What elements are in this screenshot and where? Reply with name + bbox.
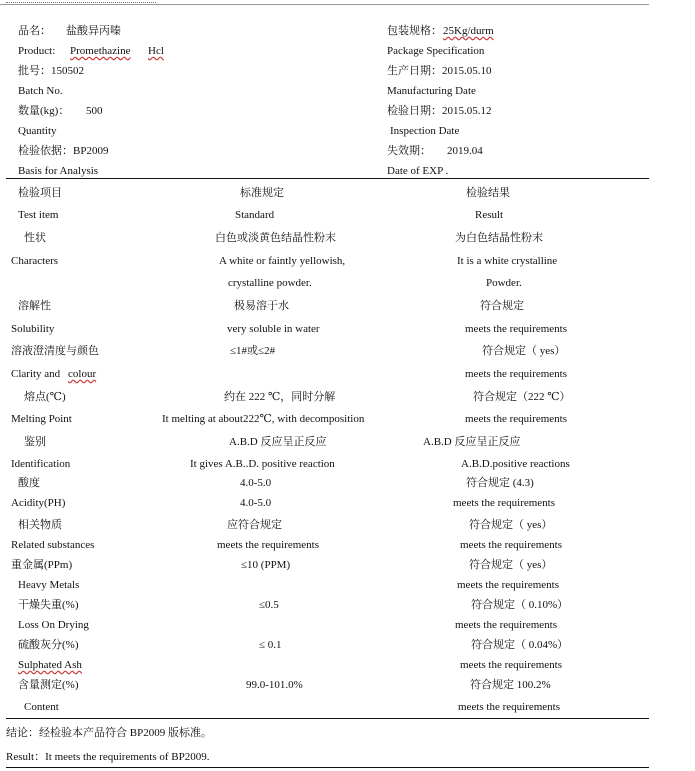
row-solubility-item-en: Solubility xyxy=(11,323,55,335)
mfg-en: Manufacturing Date xyxy=(387,85,476,97)
row-identification-item-en: Identification xyxy=(11,458,71,470)
row-melting-std-en: It melting at about222℃, with decomposition xyxy=(162,413,365,425)
row-loss-drying-res-en: meets the requirements xyxy=(455,619,558,631)
row-identification-item-cn: 鉴别 xyxy=(24,436,46,448)
row-melting-res-cn: 符合规定（222 ℃） xyxy=(473,391,571,403)
row-content-res-cn: 符合规定 100.2% xyxy=(470,679,551,691)
row-content-item-cn: 含量测定(%) xyxy=(18,679,79,691)
row-clarity-item-en-2: colour xyxy=(68,368,97,380)
row-clarity-item-cn: 溶液澄清度与颜色 xyxy=(11,345,99,357)
conclusion-cn: 结论：经检验本产品符合 BP2009 版标准。 xyxy=(6,727,212,739)
row-identification-std-cn: A.B.D 反应呈正反应 xyxy=(229,436,327,448)
row-heavy-metals-item-cn: 重金属(PPm) xyxy=(11,559,73,571)
exp-label: 失效期： xyxy=(387,145,431,157)
product-label: Product: xyxy=(18,45,56,57)
row-loss-drying-item-en: Loss On Drying xyxy=(18,619,89,631)
batch-en: Batch No. xyxy=(18,85,63,97)
row-acidity-item-en: Acidity(PH) xyxy=(11,497,66,509)
row-content-std-cn: 99.0-101.0% xyxy=(246,679,303,691)
product-value-salt: Hcl xyxy=(148,45,164,57)
row-sulphated-ash-res-en: meets the requirements xyxy=(460,659,563,671)
top-rule xyxy=(0,4,649,5)
row-acidity-res-en: meets the requirements xyxy=(453,497,556,509)
product-name-label: 品名： xyxy=(18,25,51,37)
row-identification-res-en: A.B.D.positive reactions xyxy=(461,458,570,470)
bottom-rule xyxy=(6,767,649,768)
row-related-item-en: Related substances xyxy=(11,539,95,551)
row-solubility-res-cn: 符合规定 xyxy=(480,300,524,312)
row-solubility-item-cn: 溶解性 xyxy=(18,300,51,312)
row-clarity-item-en-1: Clarity and xyxy=(11,368,61,380)
row-related-item-cn: 相关物质 xyxy=(18,519,62,531)
row-melting-std-cn: 约在 222 ℃，同时分解 xyxy=(224,391,336,403)
row-characters-res-en-1: It is a white crystalline xyxy=(457,255,558,267)
conclusion-en: Result：It meets the requirements of BP2009. xyxy=(6,751,210,763)
row-heavy-metals-std-cn: ≤10 (PPM) xyxy=(241,559,291,571)
quantity-label: 数量(kg)： xyxy=(18,105,70,117)
row-related-res-en: meets the requirements xyxy=(460,539,563,551)
col-result-cn: 检验结果 xyxy=(466,187,510,199)
row-related-std-en: meets the requirements xyxy=(217,539,320,551)
exp-en: Date of EXP . xyxy=(387,165,449,177)
row-clarity-res-en: meets the requirements xyxy=(465,368,568,380)
product-name-value: 盐酸异丙嗪 xyxy=(66,25,121,37)
basis-en: Basis for Analysis xyxy=(18,165,99,177)
row-characters-std-en-2: crystalline powder. xyxy=(228,277,312,289)
top-dotted-rule xyxy=(6,2,156,3)
conclusion-divider xyxy=(6,718,649,719)
row-solubility-std-en: very soluble in water xyxy=(227,323,320,335)
row-characters-item-en: Characters xyxy=(11,255,59,267)
row-sulphated-ash-item-en: Sulphated Ash xyxy=(18,659,82,671)
col-item-cn: 检验项目 xyxy=(18,187,62,199)
row-acidity-std-cn: 4.0-5.0 xyxy=(240,477,272,489)
row-sulphated-ash-item-cn: 硫酸灰分(%) xyxy=(18,639,79,651)
row-melting-res-en: meets the requirements xyxy=(465,413,568,425)
row-acidity-std-en: 4.0-5.0 xyxy=(240,497,272,509)
package-label: 包装规格： xyxy=(387,25,442,37)
row-characters-item-cn: 性状 xyxy=(24,232,46,244)
row-characters-std-en-1: A white or faintly yellowish, xyxy=(219,255,346,267)
row-characters-res-en-2: Powder. xyxy=(486,277,522,289)
row-loss-drying-res-cn: 符合规定（ 0.10%） xyxy=(471,599,569,611)
row-loss-drying-std-cn: ≤0.5 xyxy=(259,599,279,611)
col-item-en: Test item xyxy=(18,209,59,221)
row-characters-std-cn: 白色或淡黄色结晶性粉末 xyxy=(215,232,336,244)
row-content-item-en: Content xyxy=(24,701,59,713)
row-related-res-cn: 符合规定（ yes） xyxy=(469,519,553,531)
inspection-date: 检验日期：2015.05.12 xyxy=(387,105,492,117)
row-heavy-metals-res-cn: 符合规定（ yes） xyxy=(469,559,553,571)
header-divider xyxy=(6,178,649,179)
row-loss-drying-item-cn: 干燥失重(%) xyxy=(18,599,79,611)
product-value-name: Promethazine xyxy=(70,45,131,57)
row-related-std-cn: 应符合规定 xyxy=(227,519,282,531)
row-solubility-std-cn: 极易溶于水 xyxy=(234,300,289,312)
col-result-en: Result xyxy=(475,209,504,221)
quantity-en: Quantity xyxy=(18,125,57,137)
exp-value: 2019.04 xyxy=(447,145,483,157)
batch-label: 批号：150502 xyxy=(18,65,84,77)
row-acidity-item-cn: 酸度 xyxy=(18,477,40,489)
row-melting-item-cn: 熔点(℃) xyxy=(24,391,66,403)
basis-label: 检验依据：BP2009 xyxy=(18,145,109,157)
row-clarity-std-cn: ≤1#或≤2# xyxy=(230,345,276,357)
quantity-value: 500 xyxy=(86,105,103,117)
col-standard-cn: 标准规定 xyxy=(240,187,284,199)
row-clarity-res-cn: 符合规定（ yes） xyxy=(482,345,566,357)
row-melting-item-en: Melting Point xyxy=(11,413,72,425)
row-identification-std-en: It gives A.B..D. positive reaction xyxy=(190,458,335,470)
row-acidity-res-cn: 符合规定 (4.3) xyxy=(466,477,534,489)
col-standard-en: Standard xyxy=(235,209,275,221)
mfg-date: 生产日期：2015.05.10 xyxy=(387,65,492,77)
row-content-res-en: meets the requirements xyxy=(458,701,561,713)
row-sulphated-ash-res-cn: 符合规定（ 0.04%） xyxy=(471,639,569,651)
inspection-en: Inspection Date xyxy=(390,125,460,137)
row-identification-res-cn: A.B.D 反应呈正反应 xyxy=(423,436,521,448)
package-en: Package Specification xyxy=(387,45,485,57)
row-heavy-metals-res-en: meets the requirements xyxy=(457,579,560,591)
row-sulphated-ash-std-cn: ≤ 0.1 xyxy=(259,639,282,651)
row-solubility-res-en: meets the requirements xyxy=(465,323,568,335)
package-value: 25Kg/durm xyxy=(443,25,494,37)
row-heavy-metals-item-en: Heavy Metals xyxy=(18,579,80,591)
row-characters-res-cn: 为白色结晶性粉末 xyxy=(455,232,543,244)
